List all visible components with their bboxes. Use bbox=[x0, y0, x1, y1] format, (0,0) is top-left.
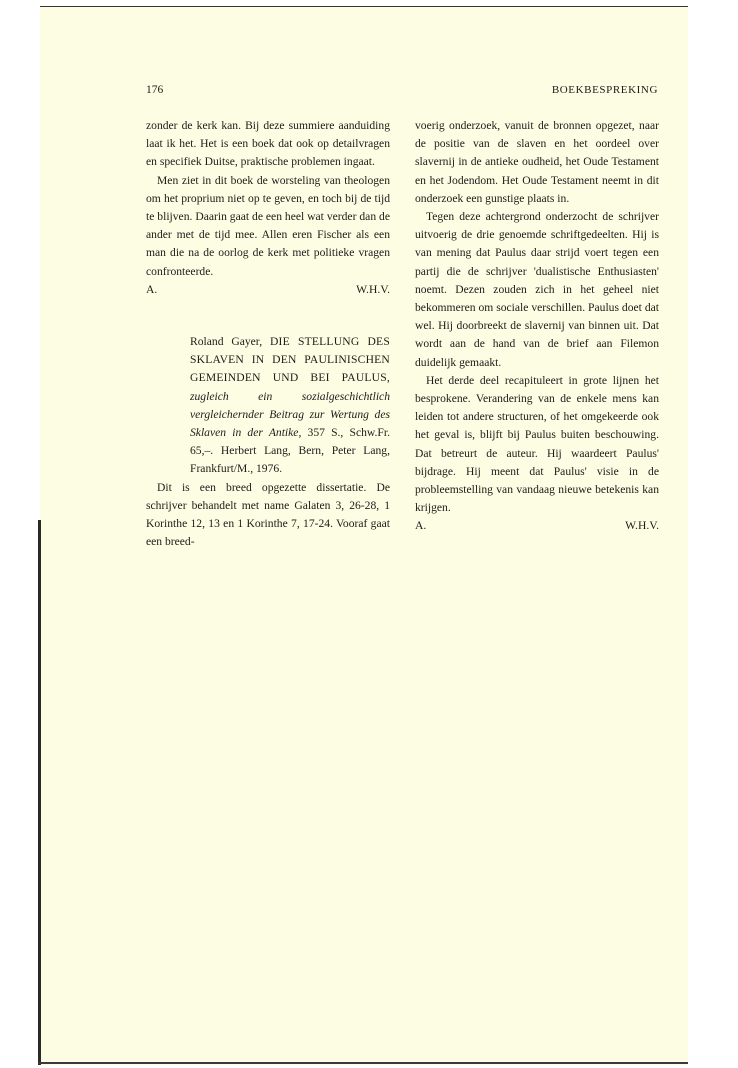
signature-name: W.H.V. bbox=[625, 519, 659, 533]
book-citation bbox=[190, 333, 390, 479]
signature-initial: A. bbox=[415, 519, 427, 533]
page-number: 176 bbox=[146, 84, 164, 96]
page-bottom-edge bbox=[38, 1062, 688, 1064]
paragraph: Het derde deel recapituleert in grote lijnen het besprokene. Verandering van de enkele mens kan leiden tot andere structuren, of het omgekeerde ook het geval is, blijft bij Paulus buiten beschouwing. Dat betreurt de auteur. Hij waardeert Paulus' bijdrage. Hij meent dat Paulus' visie in de probleemstelling van vandaag nieuwe betekenis kan krijgen. bbox=[415, 373, 659, 515]
paragraph: Dit is een breed opgezette dissertatie. De schrijver behandelt met name Galaten 3, 26-28, 1 Korinthe 12, 13 en 1 Korinthe 7, 17-24. Vooraf gaat een breed- bbox=[146, 480, 390, 549]
citation-subtitle: zugleich ein sozialgeschichtlich vergleichernder Beitrag zur Wertung des Sklaven in der Antike, bbox=[190, 389, 390, 440]
page-binding-edge bbox=[38, 520, 41, 1065]
paragraph: Tegen deze achtergrond onderzocht de schrijver uitvoerig de drie genoemde schriftgedeelten. Hij is van mening dat Paulus daar strijd voert tegen een partij die de schrijver 'dualistische Enthusiasten' noemt. Dezen zouden zich in het geheel niet bekommeren om sociale verschillen. Paulus doet dat wel. Hij doorbreekt de slavernij van binnen uit. Dat wordt aan de hand van de brief aan Filemon duidelijk gemaakt. bbox=[415, 210, 659, 369]
review-signature bbox=[415, 517, 659, 535]
citation-title: DIE STELLUNG DES SKLAVEN IN DEN PAULINISCHEN GEMEINDEN UND BEI PAULUS, bbox=[190, 335, 390, 385]
signature-name: W.H.V. bbox=[356, 282, 390, 296]
citation-author: Roland Gayer, bbox=[190, 335, 263, 349]
right-column bbox=[415, 117, 659, 536]
page-header bbox=[146, 84, 658, 100]
paragraph: zonder de kerk kan. Bij deze summiere aanduiding laat ik het. Het is een boek dat ook op detailvragen en specifiek Duitse, praktische problemen ingaat. bbox=[146, 119, 390, 169]
running-head: BOEKBESPREKING bbox=[551, 84, 658, 96]
review-signature bbox=[146, 281, 390, 299]
signature-initial: A. bbox=[146, 282, 158, 296]
citation-details: 357 S., Schw.Fr. 65,–. Herbert Lang, Bern, Peter Lang, Frankfurt/M., 1976. bbox=[190, 426, 390, 476]
paragraph: voerig onderzoek, vanuit de bronnen opgezet, naar de positie van de slaven en het oordeel over slavernij in de antieke oudheid, het Oude Testament en het Jodendom. Het Oude Testament neemt in dit onderzoek een gunstige plaats in. bbox=[415, 119, 659, 205]
paragraph: Men ziet in dit boek de worsteling van theologen om het proprium niet op te geven, en toch bij de tijd te blijven. Daarin gaat de een heel wat verder dan de ander met de tijd mee. Allen eren Fischer als een man die na de oorlog de kerk met politieke vragen confronteerde. bbox=[146, 173, 390, 278]
left-column bbox=[146, 117, 390, 551]
